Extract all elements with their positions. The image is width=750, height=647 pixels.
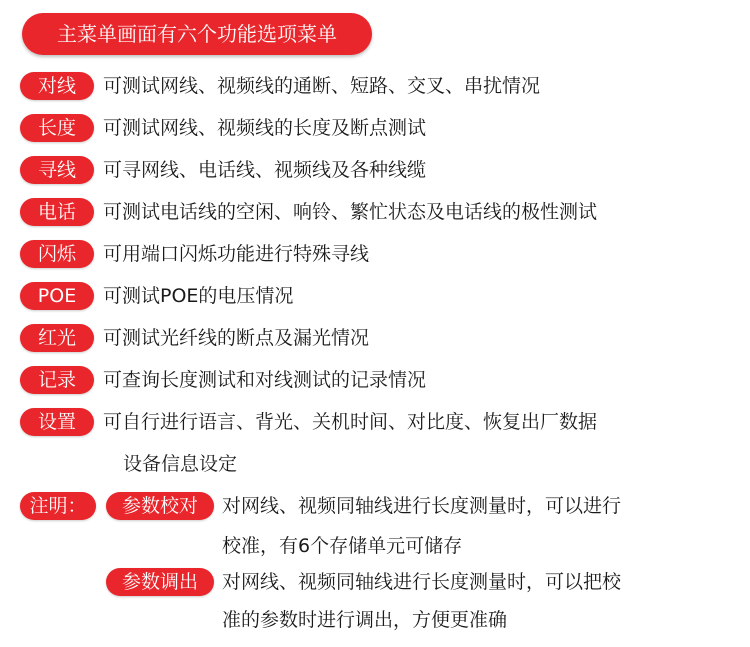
note-text-calibration-1: 对网线、视频同轴线进行长度测量时，可以进行 [222,495,622,517]
feature-desc-xunxian: 可寻网线、电话线、视频线及各种线缆 [103,159,427,181]
feature-desc-shezhi: 可自行进行语言、背光、关机时间、对比度、恢复出厂数据 [103,411,598,433]
feature-tag-shezhi: 设置 [20,408,94,436]
feature-tag-jilu: 记录 [20,366,94,394]
note-tag-recall: 参数调出 [106,568,214,596]
note-text-recall-2: 准的参数时进行调出，方便更准确 [222,609,508,631]
feature-desc-jilu: 可查询长度测试和对线测试的记录情况 [103,369,427,391]
note-label: 注明： [20,492,96,520]
note-text-recall-1: 对网线、视频同轴线进行长度测量时，可以把校 [222,571,622,593]
feature-tag-shanshuo: 闪烁 [20,240,94,268]
feature-desc-shanshuo: 可用端口闪烁功能进行特殊寻线 [103,243,370,265]
page-title: 主菜单画面有六个功能选项菜单 [22,13,372,55]
feature-desc-shezhi-cont: 设备信息设定 [123,453,238,475]
note-tag-calibration: 参数校对 [106,492,214,520]
feature-tag-dianhua: 电话 [20,198,94,226]
feature-tag-hongguang: 红光 [20,324,94,352]
note-text-calibration-2: 校准，有6个存储单元可储存 [222,535,463,557]
feature-desc-dianhua: 可测试电话线的空闲、响铃、繁忙状态及电话线的极性测试 [103,201,598,223]
feature-desc-duixian: 可测试网线、视频线的通断、短路、交叉、串扰情况 [103,75,541,97]
feature-tag-duixian: 对线 [20,72,94,100]
feature-desc-hongguang: 可测试光纤线的断点及漏光情况 [103,327,370,349]
feature-tag-changdu: 长度 [20,114,94,142]
feature-tag-xunxian: 寻线 [20,156,94,184]
feature-desc-changdu: 可测试网线、视频线的长度及断点测试 [103,117,427,139]
feature-desc-poe: 可测试POE的电压情况 [103,285,294,307]
feature-tag-poe: POE [20,282,94,310]
